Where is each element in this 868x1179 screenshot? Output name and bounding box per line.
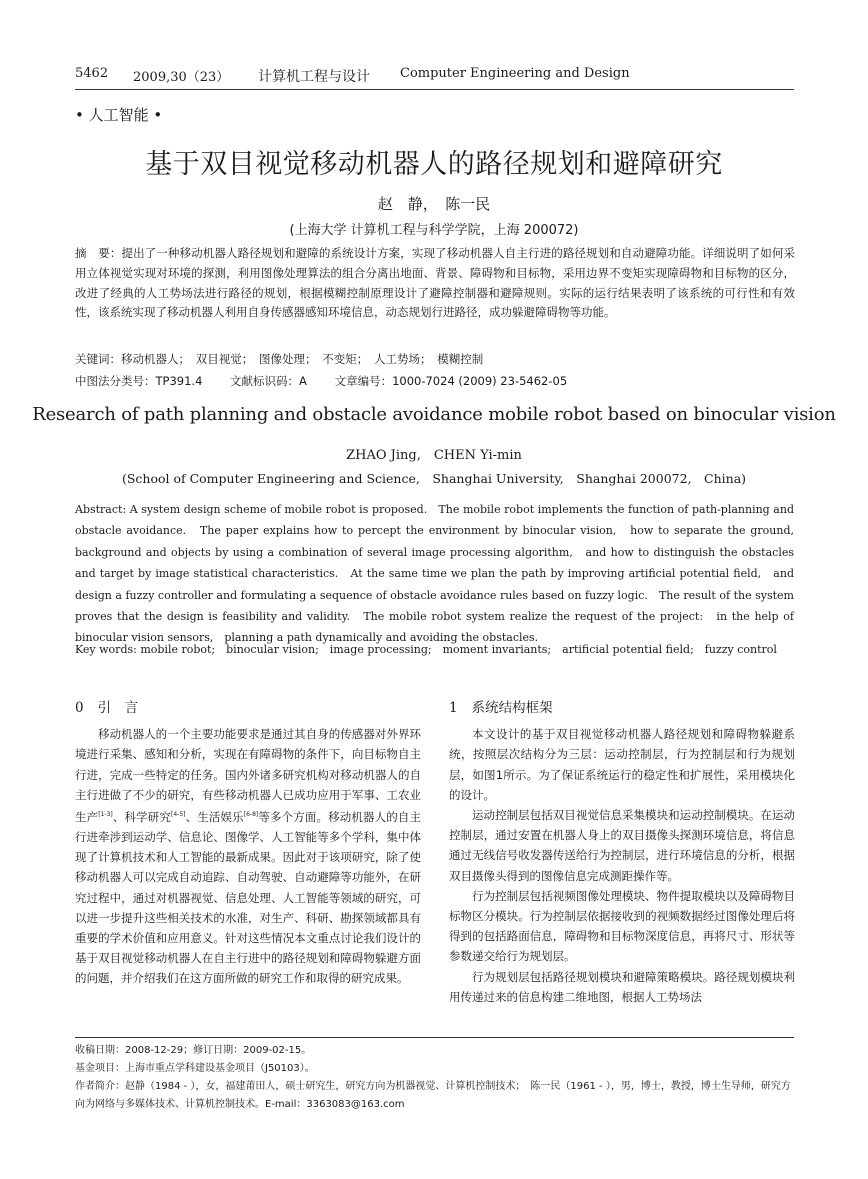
- footnote-fund: 基金项目：上海市重点学科建设基金项目（J50103）。: [75, 1063, 315, 1074]
- article-number: 文章编号：1000-7024 (2009) 23-5462-05: [334, 374, 568, 388]
- citation: [4-5]: [171, 811, 186, 819]
- section-number: 0: [75, 700, 84, 716]
- footnote-rule: [75, 1037, 794, 1038]
- issue-info: 2009,30（23）: [133, 70, 230, 85]
- classification-line: [75, 372, 795, 391]
- paragraph: 本文设计的基于双目视觉移动机器人路径规划和障碍物躲避系统，按照层次结构分为三层：运动控制层，行为控制层和行为规划层，如图1所示。为了保证系统运行的稳定性和扩展性，采用模块化的设计。: [449, 727, 795, 802]
- footnote-dates: 收稿日期：2008-12-29；修订日期：2009-02-15。: [75, 1045, 312, 1056]
- page-number: 5462: [75, 66, 109, 81]
- paragraph: 行为规划层包括路径规划模块和避障策略模块。路径规划模块利用传递过来的信息构建二维地图，根据人工势场法: [449, 969, 795, 1004]
- authors-en: ZHAO Jing, CHEN Yi-min: [346, 448, 522, 463]
- section-heading-system-framework: [449, 698, 795, 718]
- citation: [6-8]: [243, 811, 259, 819]
- clc-number: 中图法分类号：TP391.4: [75, 374, 203, 388]
- journal-name-cn: 计算机工程与设计: [258, 69, 370, 85]
- section-tag: • 人工智能 •: [75, 106, 163, 124]
- running-header: [75, 66, 794, 86]
- column-right: [449, 698, 795, 1007]
- header-rule: [75, 89, 794, 90]
- footnote-author-bio: 作者简介：赵静（1984 - ），女，福建莆田人，硕士研究生，研究方向为机器视觉、计算机控制技术； 陈一民（1961 - ），男，博士，教授，博士生导师，研究方向为网络与多媒体技术、计算机控制技术。E-mail：3363083@163.com: [75, 1081, 791, 1110]
- paragraph: 移动机器人的一个主要功能要求是通过其自身的传感器对外界环境进行采集、感知和分析，实现在有障碍物的条件下，向目标物自主行进，完成一些特定的任务。国内外诸多研究机构对移动机器人的自主行进做了不少的研究，有些移动机器人已成功应用于军事、工农业生产[1-3]、科学研究[4-5]、生活娱乐[6-8]等多个方面。移动机器人的自主行进牵涉到运动学、信息论、图像学、人工智能等多个学科，集中体现了计算机技术和人工智能的最新成果。因此对于该项研究，除了使移动机器人可以完成自动追踪、自动驾驶、自动避障等功能外，在研究过程中，通过对机器视觉、信息处理、人工智能等领域的研究，可以进一步提升这些相关技术的水准，对生产、科研、勘探领域都具有重要的学术价值和应用意义。针对这些情况本文重点讨论我们设计的基于双目视觉移动机器人在自主行进中的路径规划和障碍物躲避方面的问题，并介绍我们在这方面所做的研究工作和取得的研究成果。: [75, 727, 422, 986]
- affiliation-en: (School of Computer Engineering and Science, Shanghai University, Shanghai 200072, China): [121, 471, 747, 486]
- section-title: 引 言: [97, 700, 139, 716]
- authors-cn: 赵 静， 陈一民: [377, 195, 491, 213]
- section-heading-introduction: [75, 698, 421, 718]
- keywords-cn: 关键词：移动机器人； 双目视觉； 图像处理； 不变矩； 人工势场； 模糊控制: [75, 352, 484, 366]
- citation: [1-3]: [98, 811, 113, 819]
- paragraph: 运动控制层包括双目视觉信息采集模块和运动控制模块。在运动控制层，通过安置在机器人身上的双目摄像头探测环境信息，将信息通过无线信号收发器传送给行为控制层，进行环境信息的分析，根据双目摄像头得到的图像信息完成测距操作等。: [449, 808, 795, 883]
- journal-name-en: Computer Engineering and Design: [400, 66, 630, 81]
- affiliation-cn: (上海大学 计算机工程与科学学院，上海 200072): [289, 223, 579, 238]
- paper-title-en: Research of path planning and obstacle avoidance mobile robot based on binocular vision: [32, 404, 836, 425]
- document-code: 文献标识码：A: [230, 374, 307, 388]
- column-left: [75, 698, 421, 989]
- keywords-en: Key words: mobile robot; binocular vision; image processing; moment invariants; artificial potential field; fuzzy control: [75, 643, 777, 656]
- paper-title-cn: 基于双目视觉移动机器人的路径规划和避障研究: [145, 149, 723, 180]
- paragraph: 行为控制层包括视频图像处理模块、物件提取模块以及障碍物目标物区分模块。行为控制层依据接收到的视频数据经过图像处理后将得到的包括路面信息，障碍物和目标物深度信息，再将尺寸、形状等参数递交给行为规划层。: [449, 888, 795, 964]
- footnotes: [75, 1042, 794, 1114]
- section-title: 系统结构框架: [471, 700, 553, 716]
- abstract-cn: 摘 要：提出了一种移动机器人路径规划和避障的系统设计方案，实现了移动机器人自主行进的路径规划和自动避障功能。详细说明了如何采用立体视觉实现对环境的探测，利用图像处理算法的组合分离出地面、背景、障碍物和目标物，采用边界不变矩实现障碍物和目标物的区分，改进了经典的人工势场法进行路径的规划，根据模糊控制原理设计了避障控制器和避障规则。实际的运行结果表明了该系统的可行性和有效性，该系统实现了移动机器人利用自身传感器感知环境信息，动态规划行进路径，成功躲避障碍物等功能。: [75, 246, 795, 320]
- abstract-en: Abstract: A system design scheme of mobile robot is proposed. The mobile robot implements the function of path-planning and obstacle avoidance. The paper explains how to percept the environment by binocular vision, how to separate the ground, background and objects by using a combination of several image processing algorithm, and how to distinguish the obstacles and target by image statistical characteristics. At the same time we plan the path by improving artificial potential field, and design a fuzzy controller and formulating a sequence of obstacle avoidance rules based on fuzzy logic. The result of the system proves that the design is feasibility and validity. The mobile robot system realize the request of the project: in the help of binocular vision sensors, planning a path dynamically and avoiding the obstacles.: [75, 503, 805, 645]
- section-number: 1: [449, 700, 458, 716]
